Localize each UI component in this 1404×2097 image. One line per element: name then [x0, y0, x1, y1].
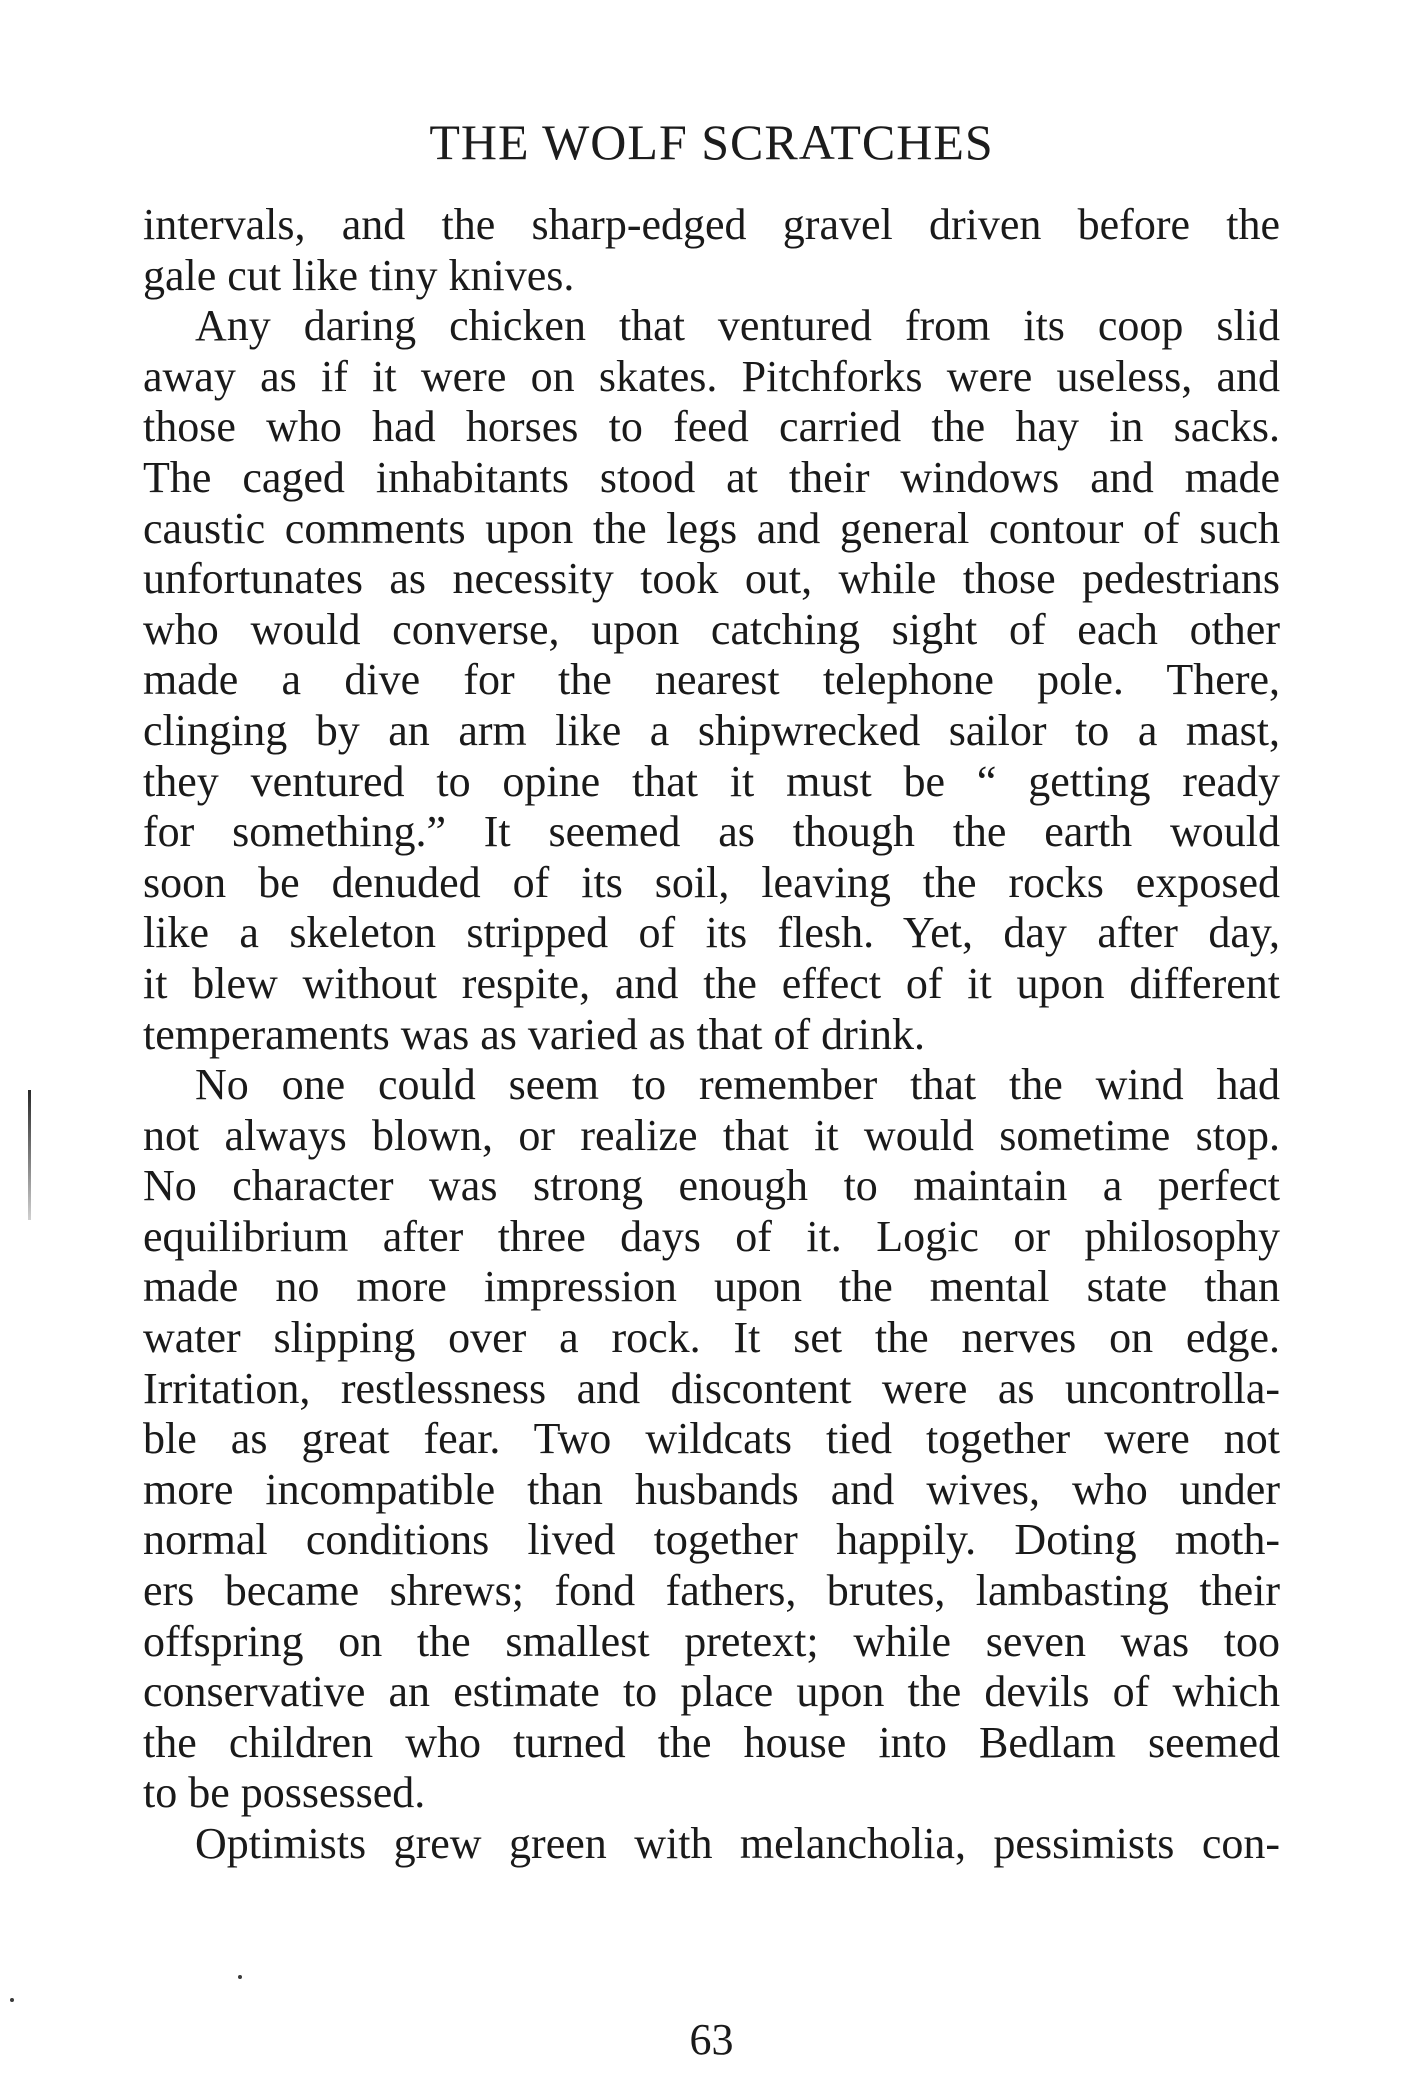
text-line: No character was strong enough to maintain a perfect	[143, 1161, 1280, 1211]
text-line: it blew without respite, and the effect of it upon different	[143, 958, 1280, 1008]
text-line: they ventured to opine that it must be “ getting ready	[143, 756, 1280, 806]
text-line: equilibrium after three days of it. Logic or philosophy	[143, 1211, 1280, 1261]
text-line: caustic comments upon the legs and general contour of such	[143, 503, 1280, 553]
text-line: ble as great fear. Two wildcats tied together were not	[143, 1414, 1280, 1464]
text-line: conservative an estimate to place upon the devils of which	[143, 1667, 1280, 1717]
text-line: clinging by an arm like a shipwrecked sailor to a mast,	[143, 705, 1280, 755]
text-line: water slipping over a rock. It set the nerves on edge.	[143, 1313, 1280, 1363]
margin-mark	[28, 1090, 31, 1220]
page-number: 63	[689, 2015, 734, 2064]
text-line: made a dive for the nearest telephone pole. There,	[143, 655, 1280, 705]
text-line: away as if it were on skates. Pitchforks were useless, and	[143, 351, 1280, 401]
text-line: No one could seem to remember that the wind had	[195, 1060, 1280, 1110]
text-line: normal conditions lived together happily. Doting moth-	[143, 1515, 1280, 1565]
text-line: temperaments was as varied as that of drink.	[143, 1009, 925, 1059]
text-line: The caged inhabitants stood at their windows and made	[143, 452, 1280, 502]
text-line: ers became shrews; fond fathers, brutes, lambasting their	[143, 1566, 1280, 1616]
text-line: offspring on the smallest pretext; while seven was too	[143, 1616, 1280, 1666]
text-line: Optimists grew green with melancholia, pessimists con-	[195, 1819, 1280, 1868]
text-line: soon be denuded of its soil, leaving the rocks exposed	[143, 857, 1280, 907]
text-line: not always blown, or realize that it would sometime stop.	[143, 1110, 1280, 1160]
text-line: intervals, and the sharp-edged gravel driven before the	[143, 200, 1280, 249]
running-head: THE WOLF SCRATCHES	[429, 114, 994, 170]
text-line: for something.” It seemed as though the earth would	[143, 807, 1280, 857]
text-line: made no more impression upon the mental state than	[143, 1262, 1280, 1312]
text-line: like a skeleton stripped of its flesh. Yet, day after day,	[143, 908, 1280, 958]
ink-speck	[10, 1998, 14, 2002]
text-line: more incompatible than husbands and wives, who under	[143, 1464, 1280, 1514]
text-line: who would converse, upon catching sight of each other	[143, 604, 1280, 654]
ink-speck	[238, 1975, 242, 1979]
text-line: to be possessed.	[143, 1768, 426, 1818]
text-line: Irritation, restlessness and discontent were as uncontrolla-	[143, 1363, 1280, 1413]
text-line: those who had horses to feed carried the hay in sacks.	[143, 402, 1280, 452]
text-line: gale cut like tiny knives.	[143, 250, 575, 300]
body-text	[143, 200, 1280, 1870]
text-line: the children who turned the house into Bedlam seemed	[143, 1717, 1280, 1767]
text-line: unfortunates as necessity took out, while those pedestrians	[143, 554, 1280, 604]
text-line: Any daring chicken that ventured from its coop slid	[195, 301, 1280, 351]
